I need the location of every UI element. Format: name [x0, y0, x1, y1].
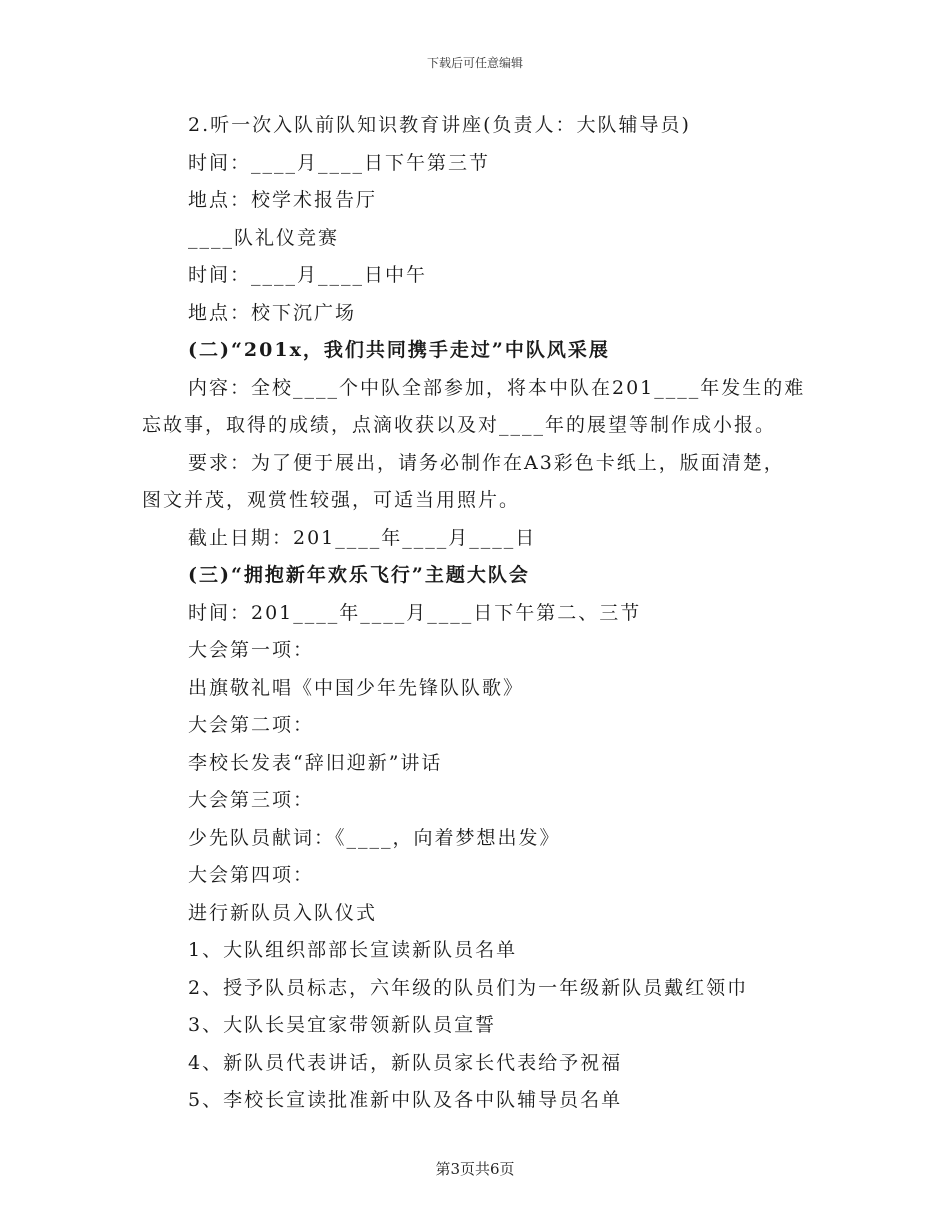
- body-line: 截止日期：201____年____月____日: [188, 526, 537, 549]
- body-line: 李校长发表“辞旧迎新”讲话: [188, 751, 443, 774]
- body-line: 4、新队员代表讲话，新队员家长代表给予祝福: [188, 1051, 623, 1074]
- body-line: 时间：201____年____月____日下午第二、三节: [188, 601, 642, 624]
- page-header: 下载后可任意编辑: [426, 56, 523, 70]
- body-line: 出旗敬礼唱《中国少年先锋队队歌》: [188, 676, 525, 699]
- body-line: 内容：全校____个中队全部参加，将本中队在201____年发生的难: [188, 376, 806, 399]
- body-line: 时间：____月____日中午: [188, 264, 428, 286]
- body-line: 大会第三项：: [188, 789, 315, 811]
- body-line: 2.听一次入队前队知识教育讲座(负责人：大队辅导员): [188, 114, 691, 136]
- body-line: 进行新队员入队仪式: [188, 901, 378, 924]
- body-line: 图文并茂，观赏性较强，可适当用照片。: [142, 489, 521, 511]
- body-line: 2、授予队员标志，六年级的队员们为一年级新队员戴红领巾: [188, 976, 749, 999]
- body-line: 3、大队长吴宜家带领新队员宣誓: [188, 1014, 497, 1036]
- body-line: 1、大队组织部部长宣读新队员名单: [188, 939, 518, 961]
- body-line: 大会第一项：: [188, 639, 315, 661]
- body-line: 大会第四项：: [188, 864, 315, 886]
- section-heading: (三)“拥抱新年欢乐飞行”主题大队会: [188, 564, 530, 586]
- body-line: 时间：____月____日下午第三节: [188, 151, 491, 174]
- body-line: ____队礼仪竞赛: [188, 226, 340, 249]
- page-footer: 第3页共6页: [435, 1160, 515, 1178]
- body-line: 要求：为了便于展出，请务必制作在A3彩色卡纸上，版面清楚，: [188, 451, 785, 474]
- body-line: 5、李校长宣读批准新中队及各中队辅导员名单: [188, 1089, 623, 1111]
- section-heading: (二)“201x，我们共同携手走过”中队风采展: [188, 339, 610, 361]
- body-line: 地点：校下沉广场: [188, 301, 357, 324]
- body-line: 地点：校学术报告厅: [188, 189, 378, 211]
- body-line: 大会第二项：: [188, 714, 315, 736]
- body-line: 少先队员献词：《____，向着梦想出发》: [188, 826, 561, 849]
- body-line: 忘故事，取得的成绩，点滴收获以及对____年的展望等制作成小报。: [142, 414, 777, 436]
- document-body: [142, 107, 822, 1120]
